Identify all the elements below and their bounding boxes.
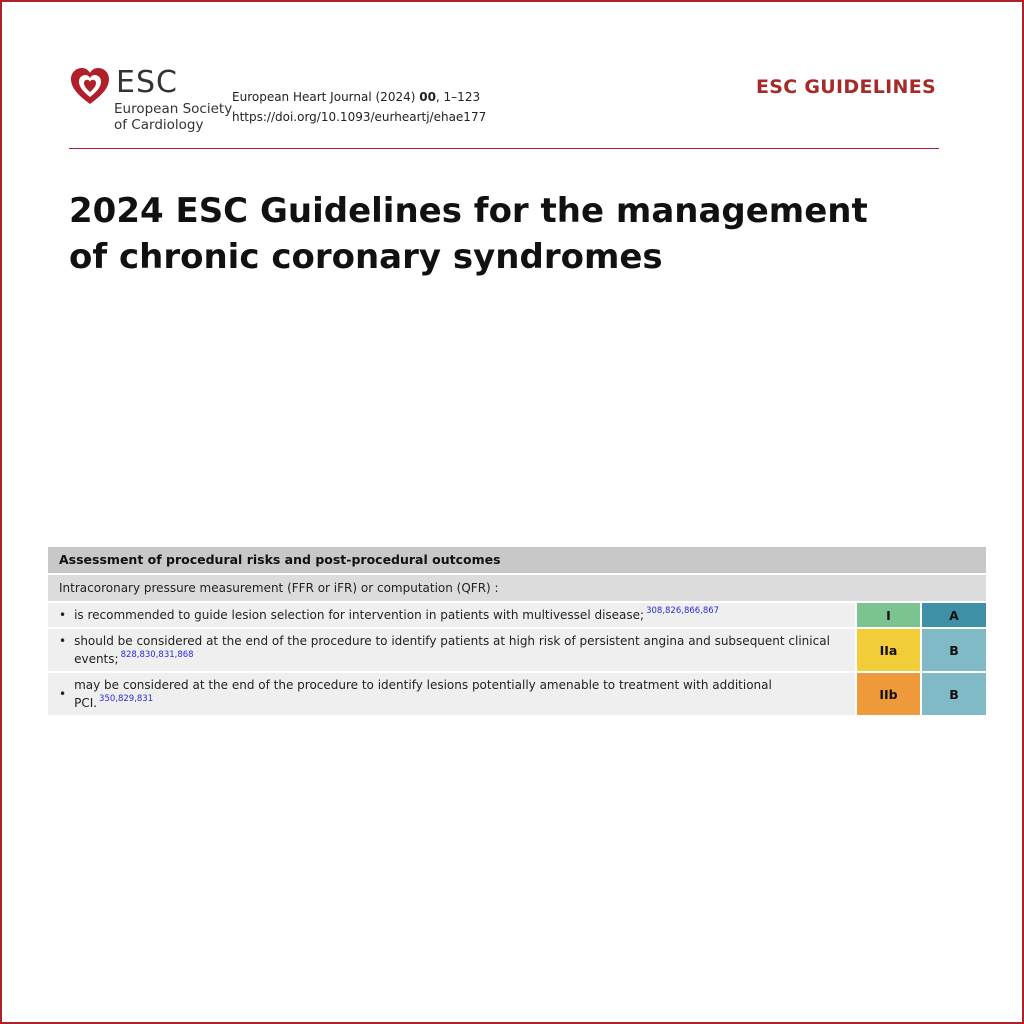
journal-citation: [232, 87, 486, 127]
journal-pages: , 1–123: [435, 90, 481, 104]
bullet: •: [59, 634, 67, 648]
bullet: •: [59, 687, 67, 701]
recommendation-body: may be considered at the end of the procedure to identify lesions potentially amenable to treatment with additional PCI.: [74, 678, 772, 710]
bullet: •: [59, 608, 67, 622]
reference-numbers[interactable]: 350,829,831: [99, 694, 154, 704]
logo-esc-text: ESC: [116, 65, 178, 100]
table-row: [48, 673, 986, 715]
table-subheading: Intracoronary pressure measurement (FFR or iFR) or computation (QFR) :: [48, 575, 986, 601]
level-cell: B: [922, 629, 986, 671]
society-name-line2: of Cardiology: [114, 117, 204, 133]
page-title-line2: of chronic coronary syndromes: [69, 237, 663, 277]
recommendation-text: [48, 629, 855, 671]
recommendation-sentence: [74, 676, 847, 712]
table-row: [48, 629, 986, 671]
table-heading: Assessment of procedural risks and post-procedural outcomes: [48, 547, 986, 573]
doi-link[interactable]: https://doi.org/10.1093/eurheartj/ehae177: [232, 110, 487, 124]
class-cell: IIb: [857, 673, 920, 715]
journal-name: European Heart Journal (2024): [232, 90, 420, 104]
page-title-line1: 2024 ESC Guidelines for the management: [69, 191, 868, 231]
reference-numbers[interactable]: 308,826,866,867: [646, 606, 720, 616]
recommendation-body: should be considered at the end of the procedure to identify patients at high risk of persistent angina and subsequent clinical events;: [74, 634, 830, 666]
reference-numbers[interactable]: 828,830,831,868: [120, 650, 194, 660]
class-cell: I: [857, 603, 920, 627]
recommendation-body: is recommended to guide lesion selection for intervention in patients with multivessel disease;: [74, 608, 645, 622]
recommendation-sentence: [74, 632, 847, 668]
recommendation-sentence: [74, 606, 719, 624]
society-name: [114, 101, 232, 133]
header-divider: [69, 148, 939, 149]
society-name-line1: European Society: [114, 101, 233, 117]
recommendation-text: [48, 673, 855, 715]
journal-reference: [232, 87, 486, 107]
page-title: [69, 188, 889, 280]
table-row: [48, 603, 986, 627]
level-cell: A: [922, 603, 986, 627]
recommendations-table: [48, 547, 986, 715]
journal-volume: 00: [419, 90, 436, 104]
esc-heart-logo-icon: [68, 64, 112, 108]
level-cell: B: [922, 673, 986, 715]
class-cell: IIa: [857, 629, 920, 671]
recommendation-text: [48, 603, 855, 627]
section-tag: ESC GUIDELINES: [755, 76, 936, 98]
